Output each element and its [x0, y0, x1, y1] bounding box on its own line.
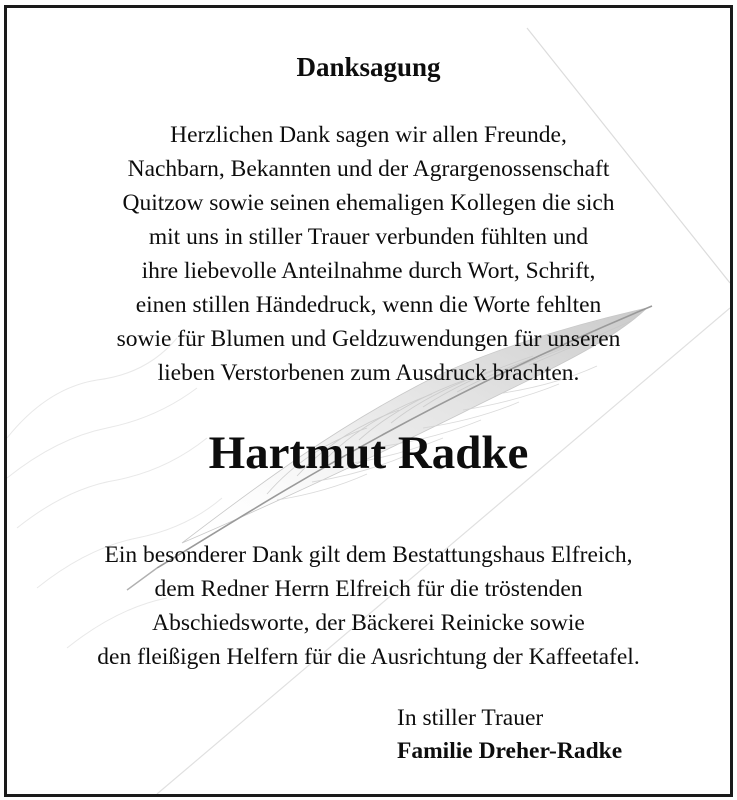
thanks-paragraph: [7, 118, 730, 390]
text-line: sowie für Blumen und Geldzuwendungen für unseren: [116, 326, 621, 352]
text-line: den fleißigen Helfern für die Ausrichtung der Kaffeetafel.: [97, 644, 640, 670]
family-signature: Familie Dreher-Radke: [397, 738, 623, 764]
text-line: Ein besonderer Dank gilt dem Bestattungshaus Elfreich,: [104, 542, 633, 568]
notice-content: [7, 8, 730, 794]
signoff: [397, 702, 622, 768]
notice-heading: Danksagung: [296, 52, 441, 82]
obituary-notice: [4, 5, 733, 797]
text-line: Abschiedsworte, der Bäckerei Reinicke sowie: [152, 610, 585, 636]
signoff-line: In stiller Trauer: [397, 705, 544, 731]
text-line: ihre liebevolle Anteilnahme durch Wort, Schrift,: [141, 258, 596, 284]
text-line: dem Redner Herrn Elfreich für die tröstenden: [154, 576, 583, 602]
deceased-name: Hartmut Radke: [208, 427, 529, 479]
special-thanks-paragraph: [7, 538, 730, 674]
text-line: Nachbarn, Bekannten und der Agrargenossenschaft: [127, 156, 610, 182]
text-line: einen stillen Händedruck, wenn die Worte fehlten: [135, 292, 602, 318]
text-line: mit uns in stiller Trauer verbunden fühlten und: [148, 224, 589, 250]
text-line: lieben Verstorbenen zum Ausdruck brachten.: [157, 360, 580, 386]
text-line: Quitzow sowie seinen ehemaligen Kollegen die sich: [122, 190, 615, 216]
text-line: Herzlichen Dank sagen wir allen Freunde,: [170, 122, 567, 148]
